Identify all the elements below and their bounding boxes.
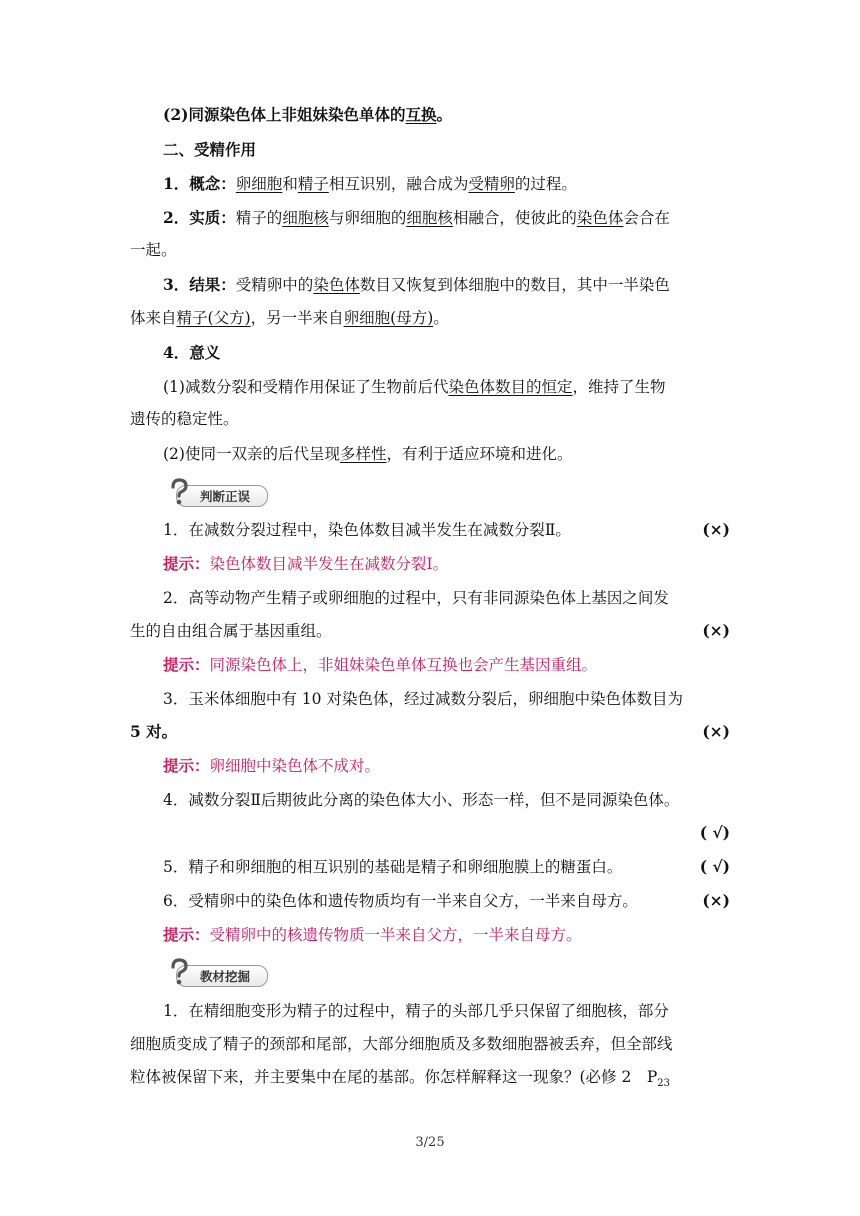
judge-mark-5: ( √) <box>699 857 730 876</box>
paragraph-crossing-over: (2)同源染色体上非姐妹染色单体的互换。 <box>163 105 452 124</box>
textbook-line-2: 细胞质变成了精子的颈部和尾部，大部分细胞质及多数细胞器被丢弃，但全部线 <box>130 1035 673 1053</box>
paragraph-meaning-1-cont: 遗传的稳定性。 <box>130 410 239 428</box>
judge-item-2: 2．高等动物产生精子或卵细胞的过程中，只有非同源染色体上基因之间发 <box>163 589 669 607</box>
paragraph-meaning-1: (1)减数分裂和受精作用保证了生物前后代染色体数目的恒定，维持了生物 <box>163 378 666 396</box>
judge-item-3-cont: 5 对。 <box>130 722 178 741</box>
question-mark-icon <box>168 958 190 986</box>
textbook-line-1: 1．在精细胞变形为精子的过程中，精子的头部几乎只保留了细胞核，部分 <box>163 1002 669 1020</box>
section-title-fertilization: 二、受精作用 <box>163 140 257 159</box>
page-number: 3/25 <box>415 1135 445 1150</box>
paragraph-result: 3．结果：受精卵中的染色体数目又恢复到体细胞中的数目，其中一半染色 <box>163 275 670 294</box>
judge-item-5: 5．精子和卵细胞的相互识别的基础是精子和卵细胞膜上的糖蛋白。 <box>163 858 623 876</box>
paragraph-essence: 2．实质：精子的细胞核与卵细胞的细胞核相融合，使彼此的染色体会合在 <box>163 208 670 227</box>
judge-mark-2: (×) <box>702 621 730 640</box>
textbook-section-badge: 教材挖掘 <box>168 958 268 988</box>
hint-6: 提示：受精卵中的核遗传物质一半来自父方，一半来自母方。 <box>163 926 582 944</box>
hint-3: 提示：卵细胞中染色体不成对。 <box>163 757 381 775</box>
paragraph-essence-cont: 一起。 <box>130 241 177 259</box>
hint-2: 提示：同源染色体上，非姐妹染色单体互换也会产生基因重组。 <box>163 656 598 674</box>
judge-item-2-cont: 生的自由组合属于基因重组。 <box>130 622 332 640</box>
judge-item-4: 4．减数分裂Ⅱ后期彼此分离的染色体大小、形态一样，但不是同源染色体。 <box>163 791 680 809</box>
hint-1: 提示：染色体数目减半发生在减数分裂Ⅰ。 <box>163 555 449 573</box>
judge-mark-1: (×) <box>702 520 730 539</box>
paragraph-meaning-2: (2)使同一双亲的后代呈现多样性，有利于适应环境和进化。 <box>163 445 573 463</box>
judge-item-6: 6．受精卵中的染色体和遗传物质均有一半来自父方，一半来自母方。 <box>163 892 638 910</box>
question-mark-icon <box>168 478 190 506</box>
judge-item-3: 3．玉米体细胞中有 10 对染色体，经过减数分裂后，卵细胞中染色体数目为 <box>163 690 683 708</box>
judge-mark-3: (×) <box>702 722 730 741</box>
paragraph-result-cont: 体来自精子(父方)，另一半来自卵细胞(母方)。 <box>130 309 449 327</box>
paragraph-concept: 1．概念：卵细胞和精子相互识别，融合成为受精卵的过程。 <box>163 174 577 193</box>
judge-section-badge: 判断正误 <box>168 478 268 508</box>
meaning-title: 4．意义 <box>163 343 221 362</box>
textbook-line-3: 粒体被保留下来，并主要集中在尾的基部。你怎样解释这一现象？(必修 2 $P_{23}$ <box>130 1068 671 1090</box>
judge-item-1: 1．在减数分裂过程中，染色体数目减半发生在减数分裂Ⅱ。 <box>163 521 571 539</box>
judge-mark-6: (×) <box>702 891 730 910</box>
judge-mark-4: ( √) <box>699 823 730 842</box>
